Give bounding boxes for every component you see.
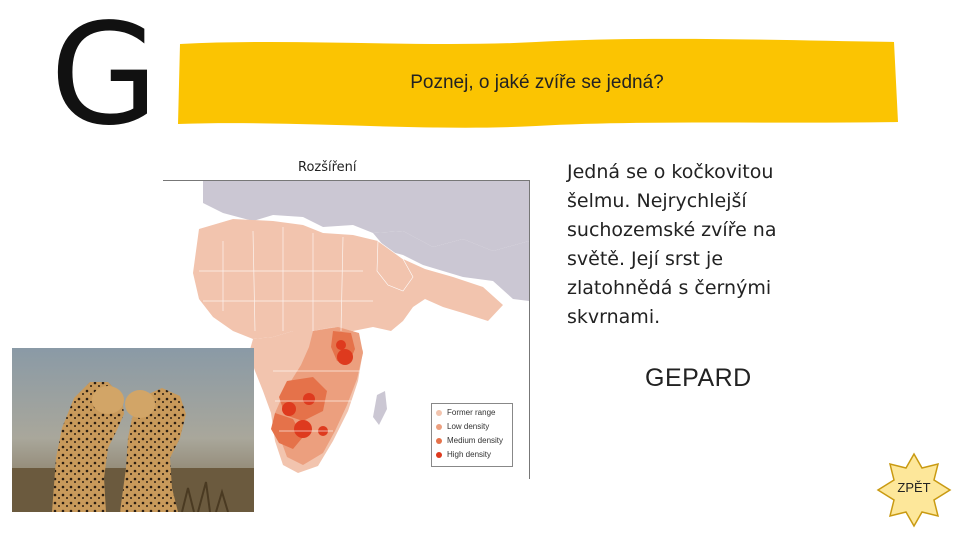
legend-swatch	[436, 424, 442, 430]
legend-label: Low density	[447, 422, 490, 431]
legend-item	[436, 422, 489, 431]
section-letter: G	[50, 0, 159, 157]
legend-label: High density	[447, 450, 492, 459]
map-legend	[431, 403, 513, 467]
legend-swatch	[436, 452, 442, 458]
cheetah-illustration	[12, 348, 254, 512]
description-text: Jedná se o kočkovitou šelmu. Nejrychlejší suchozemské zvíře na světě. Její srst je zlatohnědá s černými skvrnami.	[567, 161, 777, 328]
answer-text: GEPARD	[645, 364, 752, 392]
legend-swatch	[436, 438, 442, 444]
legend-label: Medium density	[447, 436, 504, 445]
map-caption: Rozšíření	[298, 160, 357, 175]
back-button[interactable]	[876, 452, 952, 528]
back-button-label: ZPĚT	[897, 480, 931, 495]
question-text: Poznej, o jaké zvíře se jedná?	[410, 72, 664, 93]
cheetah-photo	[12, 348, 254, 512]
legend-item	[436, 436, 503, 445]
legend-item	[436, 450, 491, 459]
legend-label: Former range	[447, 408, 496, 417]
legend-swatch	[436, 410, 442, 416]
legend-item	[436, 408, 495, 417]
question-banner	[176, 32, 898, 132]
